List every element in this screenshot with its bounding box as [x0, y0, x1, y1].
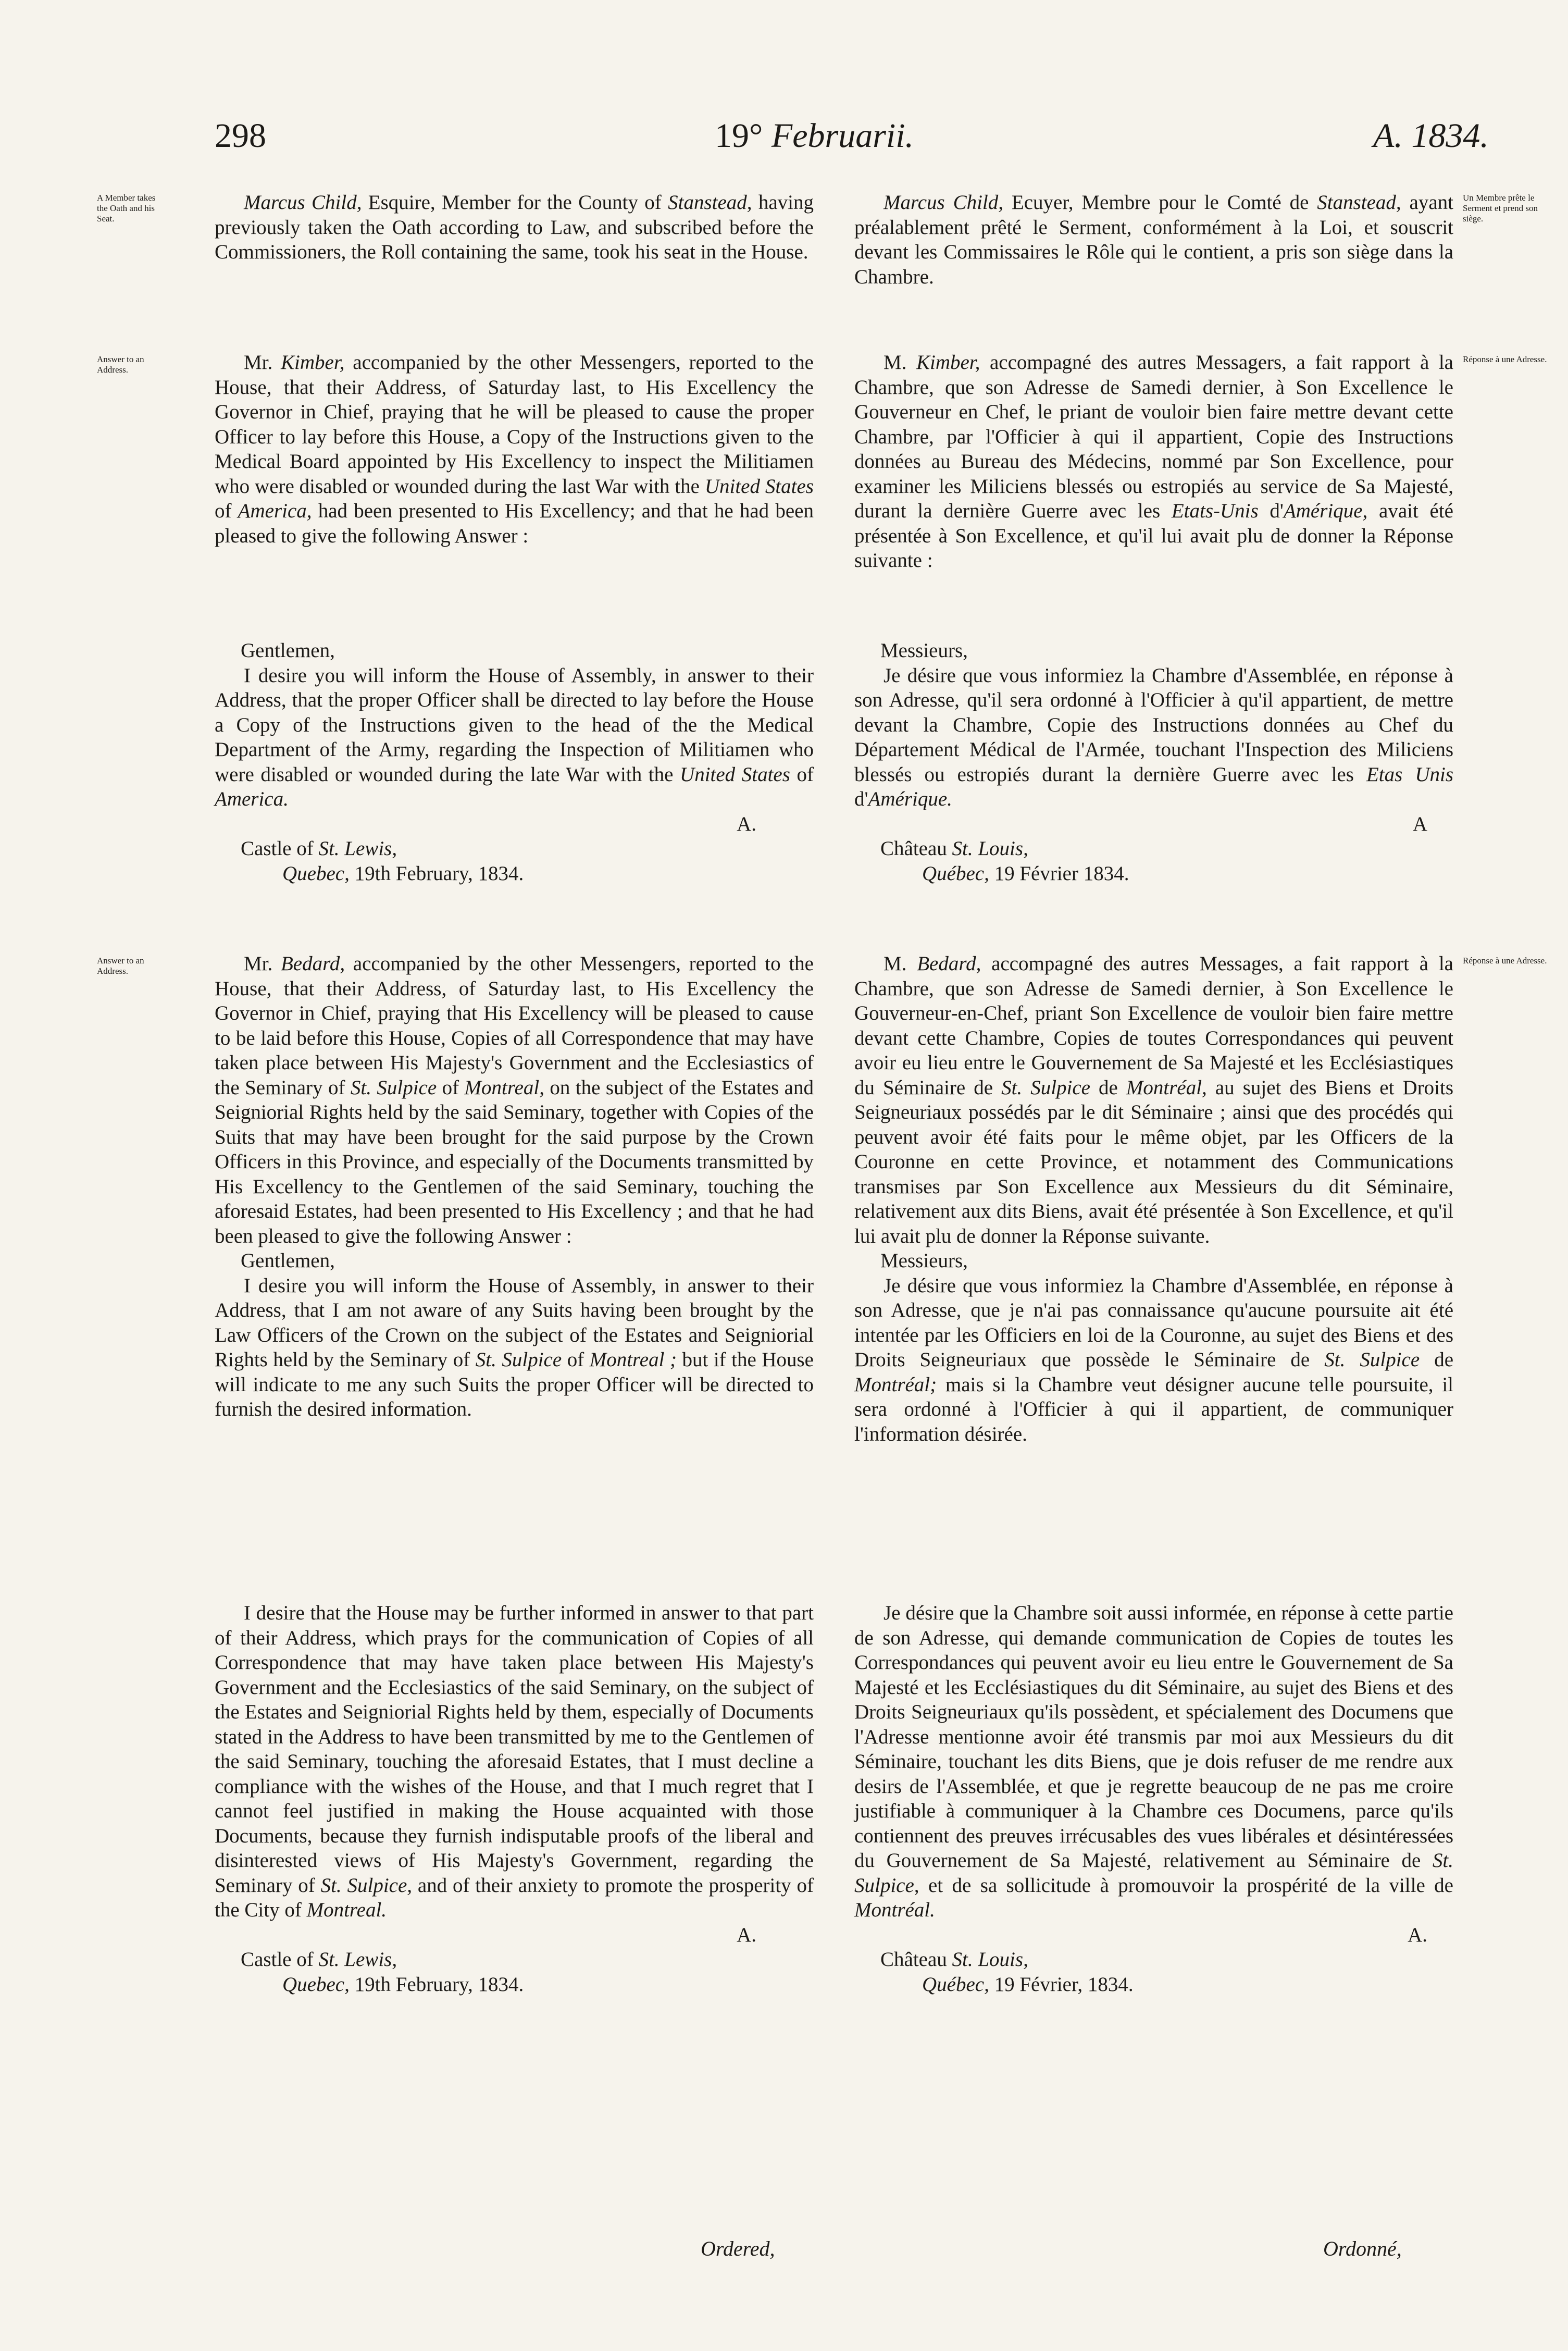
paragraph	[854, 1601, 1453, 1923]
text-run: Québec,	[922, 862, 989, 885]
text-run: having previously taken the Oath according to Law, and subscribed before the Commissioners, the Roll containing the same, took his seat in the House.	[215, 191, 814, 263]
text-run: St. Lewis,	[318, 837, 397, 860]
french-paragraph-kimber	[854, 350, 1453, 573]
text-run: Bedard,	[917, 952, 981, 975]
text-run: Marcus Child,	[883, 191, 1004, 214]
paragraph	[215, 190, 814, 265]
paragraph	[854, 951, 1453, 1248]
text-run: but if the House will indicate to me any such Suits the proper Officer will be directed to furnish the desired information.	[215, 1348, 814, 1420]
header-date	[715, 119, 914, 153]
margin-note-right-3: Réponse à une Adresse.	[1463, 956, 1547, 966]
text-run: St. Sulpice	[350, 1076, 437, 1099]
text-run: Marcus Child,	[244, 191, 362, 214]
text-run: Je désire que vous informiez la Chambre d'Assemblée, en réponse à son Adresse, qu'il sera ordonné à l'Officier à qu'il appartient, de mettre devant la Chambre, Copie des Instructions données au Chef du Département Médical de l'Armée, touchant l'Inspection des Miliciens blessés ou estropiés durant la dernière Guerre avec les	[854, 664, 1453, 786]
french-paragraph-bedard	[854, 951, 1453, 1446]
text-run: St. Lewis,	[318, 1948, 397, 1971]
text-run: de	[1090, 1076, 1126, 1099]
english-greeting-2: Gentlemen,	[241, 1249, 335, 1272]
english-date-2	[215, 1972, 814, 1997]
page-number: 298	[215, 117, 266, 155]
text-run: Quebec,	[282, 862, 350, 885]
text-run: Amérique,	[1283, 500, 1368, 522]
text-run: St. Sulpice	[475, 1348, 562, 1371]
english-paragraph-oath	[215, 190, 814, 265]
text-run: on the subject of the Estates and Seigniorial Rights held by the said Seminary, together with Copies of the Suits that may have been brought for the said purpose by the Crown Officers in this Province, and especially of the Documents transmitted by His Excellency to the Gentlemen of the said Seminary, touching the aforesaid Estates, had been presented to His Excellency ; and that he had been pleased to give the following Answer :	[215, 1076, 814, 1247]
text-run: Québec,	[922, 1973, 989, 1996]
text-run: I desire you will inform the House of Assembly, in answer to their Address, that the proper Officer shall be directed to lay before the House a Copy of the Instructions given to the head of the the Medical Department of the Army, regarding the Inspection of Militiamen who were disabled or wounded during the late War with the	[215, 664, 814, 786]
text-run: Etats-Unis	[1171, 500, 1259, 522]
text-run: accompanied by the other Messengers, reported to the House, that their Address, of Saturday last, to His Excellency the Governor in Chief, praying that he will be pleased to cause the proper Officer to lay before this House, a Copy of the Instructions given to the Medical Board appointed by His Excellency to inspect the Militiamen who were disabled or wounded during the last War with the	[215, 351, 814, 498]
text-run: United States	[704, 475, 814, 498]
text-run: America,	[238, 500, 312, 522]
text-run: Je désire que la Chambre soit aussi informée, en réponse à cette partie de son Adresse, qui demande communication de Copies de toutes les Correspondances qui peuvent avoir eu lieu entre le Gouvernement de Sa Majesté et les Ecclésiastiques du dit Séminaire, au sujet des Biens et des Droits Seigneuriaux qu'ils possèdent, et spécialement des Documens que l'Adresse mentionne avoir été transmis par moi aux Messieurs du dit Séminaire, touchant les dits Biens, que je dois refuser de me rendre aux desirs de l'Assemblée, et que je regrette beaucoup de ne pas me croire justifiable à communiquer à la Chambre ces Documens, parce qu'ils contiennent des preuves irrécusables des vues libérales et désintéressées du Gouvernement de Sa Majesté, relativement au Séminaire de	[854, 1602, 1453, 1872]
header-month: Februarii.	[771, 117, 914, 155]
text-run: et de sa sollicitude à promouvoir la prospérité de la ville de	[919, 1874, 1453, 1897]
text-run: St. Sulpice	[1001, 1076, 1090, 1099]
text-run: America.	[215, 788, 289, 810]
text-run: Etas Unis	[1366, 763, 1453, 786]
text-run: d'	[854, 788, 868, 810]
english-answer-1	[215, 638, 814, 886]
text-run: au sujet des Biens et Droits Seigneuriaux possédés par le dit Séminaire ; ainsi que des procédés qui peuvent avoir été faits pour le même objet, par les Officers de la Couronne en cette Province, et notamment des Communications transmises par Son Excellence aux Messieurs du dit Séminaire, relativement aux dits Biens, avait été présentée à Son Excellence, et qu'il lui avait plu de donner la Réponse suivante.	[854, 1076, 1453, 1247]
text-run: Stanstead,	[668, 191, 752, 214]
paragraph	[854, 190, 1453, 289]
text-run: Ecuyer, Membre pour le Comté de	[1003, 191, 1317, 214]
margin-note-right-2: Réponse à une Adresse.	[1463, 354, 1547, 364]
margin-note-right-1: Un Membre prête le Serment et prend son siège.	[1463, 193, 1538, 224]
paragraph	[215, 1601, 814, 1923]
text-run: Montreal,	[464, 1076, 544, 1099]
english-paragraph-kimber	[215, 350, 814, 548]
margin-note-left-1: A Member takes the Oath and his Seat.	[97, 193, 156, 224]
text-run: avait été présentée à Son Excellence, et qu'il lui avait plu de donner la Réponse suivante :	[854, 500, 1453, 572]
text-run: of	[437, 1076, 465, 1099]
french-signature-1: A	[1412, 812, 1427, 835]
text-run: Castle of	[241, 837, 319, 860]
french-greeting-1: Messieurs,	[880, 639, 968, 662]
english-place-2	[215, 1947, 814, 1972]
french-greeting-2: Messieurs,	[880, 1249, 968, 1272]
text-run: Château	[880, 1948, 952, 1971]
english-paragraph-bedard	[215, 951, 814, 1422]
text-run: 19th February, 1834.	[349, 862, 524, 885]
english-paragraph-decline	[215, 1601, 814, 1997]
french-paragraph-oath	[854, 190, 1453, 289]
text-run: St. Louis,	[952, 837, 1028, 860]
text-run: de	[1420, 1348, 1453, 1371]
text-run: Kimber,	[281, 351, 345, 374]
text-run: St. Sulpice	[1324, 1348, 1420, 1371]
text-run: Esquire, Member for the County of	[362, 191, 668, 214]
french-catchword: Ordonné,	[1323, 2237, 1402, 2260]
text-run: Mr.	[244, 952, 281, 975]
text-run: M.	[883, 351, 916, 374]
text-run: Montréal.	[854, 1899, 935, 1921]
text-run: Amérique.	[868, 788, 952, 810]
text-run: United States	[680, 763, 790, 786]
text-run: had been presented to His Excellency; and that he had been pleased to give the following Answer :	[215, 500, 814, 547]
text-run: Montréal;	[854, 1373, 937, 1396]
english-date-1	[215, 861, 814, 886]
text-run: Château	[880, 837, 952, 860]
text-run: 19th February, 1834.	[349, 1973, 524, 1996]
margin-note-left-3: Answer to an Address.	[97, 956, 144, 976]
text-run: and of their anxiety to promote the prosperity of the City of	[215, 1874, 814, 1921]
text-run: Quebec,	[282, 1973, 350, 1996]
french-date-2	[854, 1972, 1453, 1997]
english-place-1	[215, 836, 814, 861]
french-paragraph-decline	[854, 1601, 1453, 1997]
paragraph	[854, 663, 1453, 812]
paragraph	[215, 1273, 814, 1422]
text-run: d'	[1258, 500, 1284, 522]
french-signature-2: A.	[1408, 1923, 1427, 1946]
french-date-1	[854, 861, 1453, 886]
text-run: St. Louis,	[952, 1948, 1028, 1971]
french-place-1	[854, 836, 1453, 861]
paragraph	[215, 951, 814, 1248]
text-run: accompagné des autres Messages, a fait rapport à la Chambre, que son Adresse de Samedi dernier, à Son Excellence le Gouverneur-en-Chef, priant Son Excellence de vouloir bien faire mettre devant cette Chambre, Copies de toutes Correspondances qui peuvent avoir eu lieu entre le Gouvernement de Sa Majesté et les Ecclésiastiques du Séminaire de	[854, 952, 1453, 1099]
text-run: of	[562, 1348, 590, 1371]
margin-note-left-2: Answer to an Address.	[97, 354, 144, 375]
text-run: Stanstead,	[1317, 191, 1401, 214]
english-signature-2: A.	[737, 1923, 756, 1946]
text-run: accompagné des autres Messagers, a fait rapport à la Chambre, que son Adresse de Samedi dernier, à Son Excellence le Gouverneur en Chef, le priant de vouloir bien faire mettre devant cette Chambre, par l'Officier à qui il appartient, Copie des Instructions données au Bureau des Médecins, nommé par Son Excellence, pour examiner les Miliciens blessés ou estropiés au service de Sa Majesté, durant la dernière Guerre avec les	[854, 351, 1453, 522]
text-run: Montreal ;	[589, 1348, 677, 1371]
text-run: accompanied by the other Messengers, reported to the House, that their Address, of Saturday last, to His Excellency the Governor in Chief, praying that His Excellency will be pleased to cause to be laid before this House, Copies of all Correspondence that may have taken place between His Majesty's Government and the Ecclesiastics of the Seminary of	[215, 952, 814, 1099]
paragraph	[215, 350, 814, 548]
text-run: St. Sulpice,	[320, 1874, 413, 1897]
text-run: St. Sulpice,	[854, 1849, 1453, 1897]
text-run: M.	[883, 952, 917, 975]
english-greeting-1: Gentlemen,	[241, 639, 335, 662]
english-catchword: Ordered,	[701, 2237, 775, 2260]
text-run: of	[215, 500, 238, 522]
text-run: Je désire que vous informiez la Chambre d'Assemblée, en réponse à son Adresse, que je n'ai pas connaissance qu'aucune poursuite ait été intentée par les Officiers en loi de la Couronne, au sujet des Biens et des Droits Seigneuriaux que possède le Séminaire de	[854, 1274, 1453, 1371]
header-day: 19°	[715, 117, 763, 155]
paragraph	[854, 1273, 1453, 1447]
text-run: I desire that the House may be further informed in answer to that part of their Address, which prays for the communication of Copies of all Correspondence that may have taken place between His Majesty's Government and the Ecclesiastics of the said Seminary, on the subject of the Estates and Seigniorial Rights held by them, especially of Documents stated in the Address to have been transmitted by me to the Gentlemen of the said Seminary, touching the aforesaid Estates, that I must decline a compliance with the wishes of the House, and that I much regret that I cannot feel justified in making the House acquainted with those Documents, because they furnish indisputable proofs of the liberal and disinterested views of His Majesty's Government, regarding the Seminary of	[215, 1602, 814, 1897]
text-run: 19 Février 1834.	[989, 862, 1129, 885]
text-run: Castle of	[241, 1948, 319, 1971]
paragraph	[215, 663, 814, 812]
text-run: 19 Février, 1834.	[989, 1973, 1134, 1996]
french-answer-1	[854, 638, 1453, 886]
text-run: Kimber,	[916, 351, 980, 374]
paragraph	[854, 350, 1453, 573]
text-run: Montreal.	[306, 1899, 387, 1921]
text-run: Bedard,	[280, 952, 345, 975]
text-run: I desire you will inform the House of Assembly, in answer to their Address, that I am not aware of any Suits having been brought by the Law Officers of the Crown on the subject of the Estates and Seigniorial Rights held by the Seminary of	[215, 1274, 814, 1371]
text-run: of	[790, 763, 814, 786]
text-run: Mr.	[244, 351, 281, 374]
text-run: ayant préalablement prêté le Serment, conformément à la Loi, et souscrit devant les Commissaires le Rôle qui le contient, a pris son siège dans la Chambre.	[854, 191, 1453, 288]
english-signature-1: A.	[737, 812, 756, 835]
french-place-2	[854, 1947, 1453, 1972]
header-year: A. 1834.	[1373, 117, 1489, 155]
text-run: mais si la Chambre veut désigner aucune telle poursuite, il sera ordonné à l'Officier à qui il appartient, de communiquer l'information désirée.	[854, 1373, 1453, 1445]
text-run: Montréal,	[1126, 1076, 1207, 1099]
